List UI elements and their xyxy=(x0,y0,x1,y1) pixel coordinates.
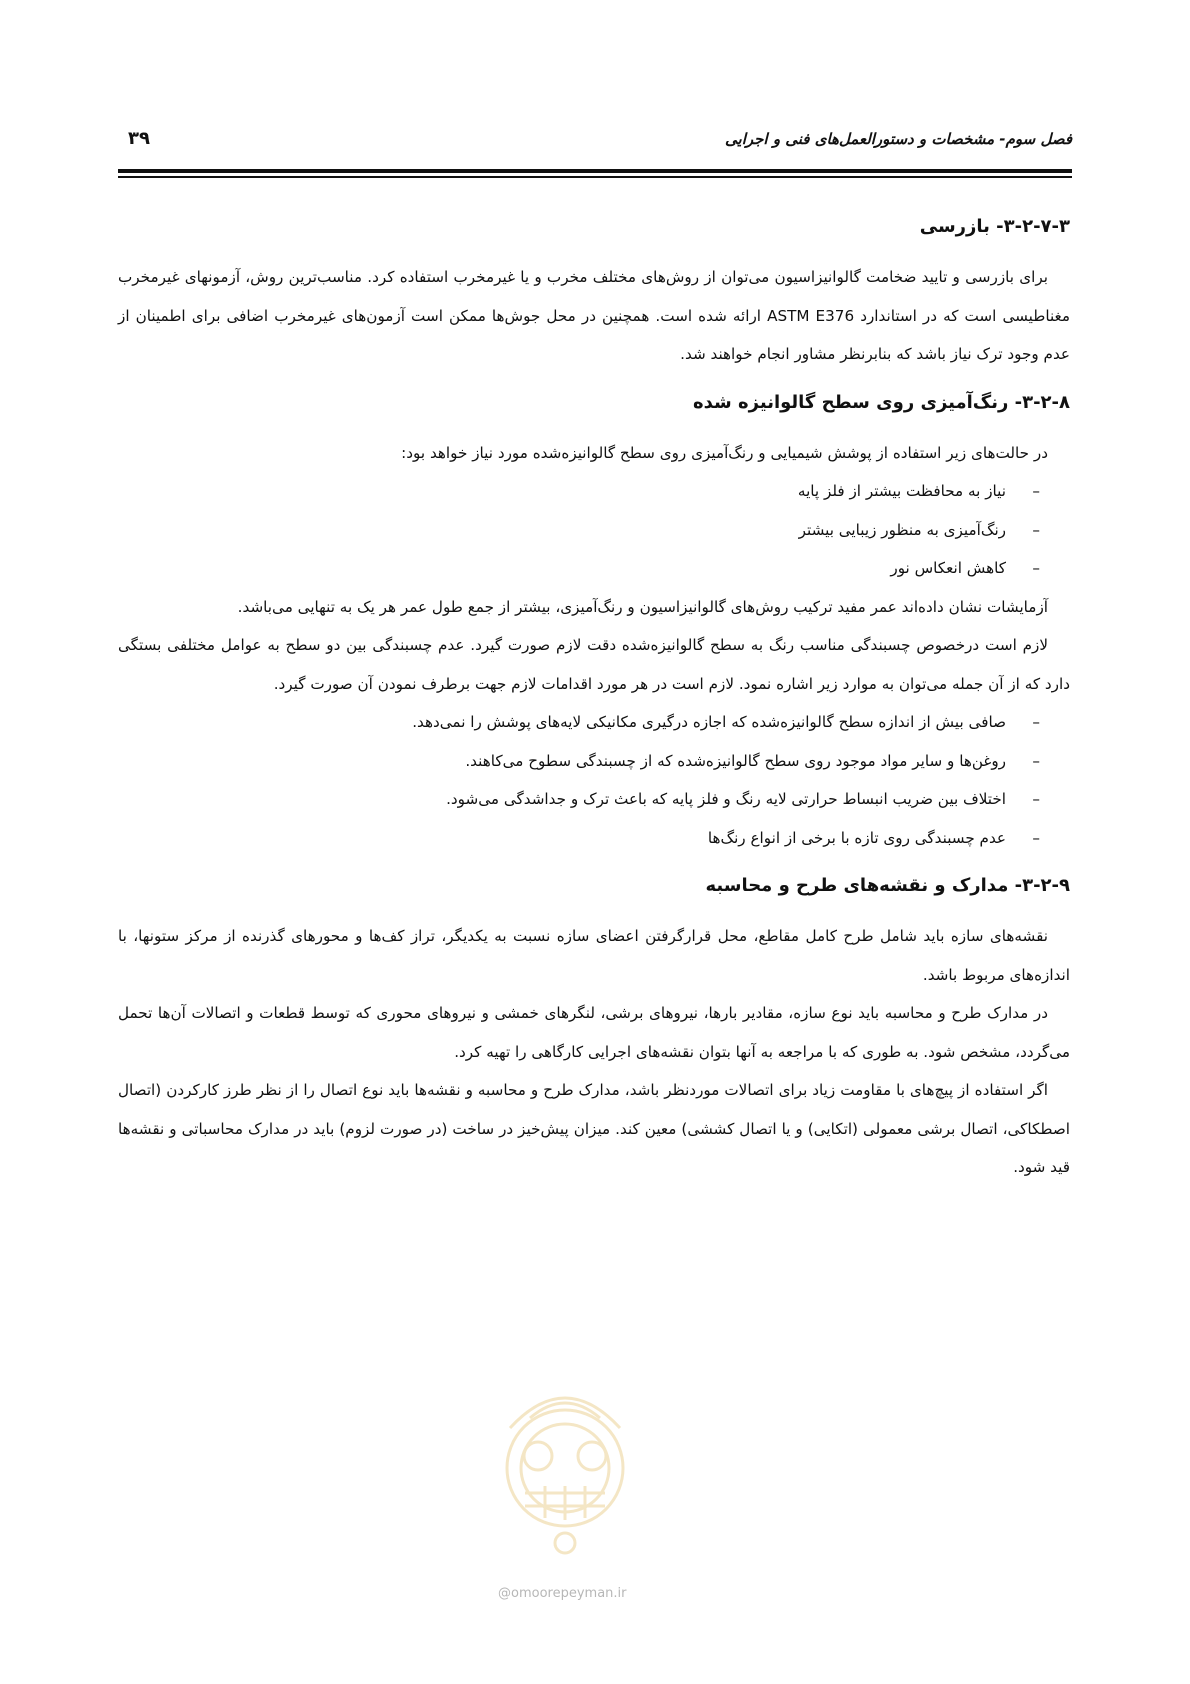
list-item-text: اختلاف بین ضریب انبساط حرارتی لایه رنگ و فلز پایه که باعث ترک و جداشدگی می‌شود. xyxy=(446,790,1006,808)
list-item xyxy=(118,511,1040,550)
list-item-text: کاهش انعکاس نور xyxy=(890,559,1006,577)
header-rule-thin xyxy=(118,176,1072,178)
list-item xyxy=(118,472,1040,511)
section-painting xyxy=(118,388,1070,858)
section-inspection xyxy=(118,212,1070,374)
paragraph: اگر استفاده از پیچ‌های با مقاومت زیاد برای اتصالات موردنظر باشد، مدارک طرح و محاسبه و نقشه‌ها باید نوع اتصال را از نظر طرز کارکردن (اتصال اصطکاکی، اتصال برشی معمولی (اتکایی) و یا اتصال کششی) معین کند. میزان پیش‌خیز در ساخت (در صورت لزوم) باید در مدارک محاسباتی و نقشه‌ها قید شود. xyxy=(118,1081,1070,1176)
list-item-text: روغن‌ها و سایر مواد موجود روی سطح گالوانیزه‌شده که از چسبندگی سطوح می‌کاهند. xyxy=(465,751,1006,770)
paragraph: در مدارک طرح و محاسبه باید نوع سازه، مقادیر بارها، نیروهای برشی، لنگرهای خمشی و نیروهای محوری که توسط قطعات و اتصالات آن‌ها تحمل می‌گردد، مشخص شود. به طوری که با مراجعه به آنها بتوان نقشه‌های اجرایی کارگاهی را تهیه کرد. xyxy=(118,1004,1070,1061)
list-item-text: صافی بیش از اندازه سطح گالوانیزه‌شده که اجازه درگیری مکانیکی لایه‌های پوشش را نمی‌دهد. xyxy=(412,713,1006,731)
section-heading: ۳-۲-۸- رنگ‌آمیزی روی سطح گالوانیزه شده xyxy=(693,391,1070,413)
dash-marker: – xyxy=(1032,828,1040,847)
dash-marker: – xyxy=(1032,713,1040,731)
bullet-list xyxy=(118,472,1070,588)
list-item-text: رنگ‌آمیزی به منظور زیبایی بیشتر xyxy=(798,520,1006,539)
list-item xyxy=(118,819,1040,858)
dash-marker: – xyxy=(1032,482,1040,500)
paragraph: برای بازرسی و تایید ضخامت گالوانیزاسیون می‌توان از روش‌های مختلف مخرب و یا غیرمخرب استفاده کرد. مناسب‌ترین روش، آزمونهای غیرمخرب مغناطیسی است که در استاندارد ASTM E376 ارائه شده است. همچنین در محل جوش‌ها ممکن است آزمون‌های غیرمخرب اضافی برای اطمینان از عدم وجود ترک نیاز باشد که بنابرنظر مشاور انجام خواهند شد. xyxy=(118,268,1070,363)
list-item xyxy=(118,742,1040,781)
paragraph: در حالت‌های زیر استفاده از پوشش شیمیایی و رنگ‌آمیزی روی سطح گالوانیزه‌شده مورد نیاز خواهد بود: xyxy=(401,443,1048,462)
dash-marker: – xyxy=(1032,559,1040,577)
paragraph: لازم است درخصوص چسبندگی مناسب رنگ به سطح گالوانیزه‌شده دقت لازم صورت گیرد. عدم چسبندگی بین دو سطح به عوامل مختلفی بستگی دارد که از آن جمله می‌توان به موارد زیر اشاره نمود. لازم است در هر مورد اقدامات لازم جهت برطرف نمودن آن صورت گیرد. xyxy=(118,636,1070,693)
watermark-text: @omoorepeyman.ir xyxy=(498,1586,627,1601)
chapter-title: فصل سوم- مشخصات و دستورالعمل‌های فنی و اجرایی xyxy=(725,130,1072,148)
dash-marker: – xyxy=(1032,790,1040,808)
paragraph: نقشه‌های سازه باید شامل طرح کامل مقاطع، محل قرارگرفتن اعضای سازه نسبت به یکدیگر، تراز کف‌ها و محورهای گذرنده از مرکز ستونها، با اندازه‌های مربوط باشد. xyxy=(118,927,1070,984)
page-number: ۳۹ xyxy=(128,128,150,149)
page-header xyxy=(118,118,1072,178)
list-item-text: عدم چسبندگی روی تازه با برخی از انواع رنگ‌ها xyxy=(707,828,1006,847)
list-item xyxy=(118,780,1040,819)
section-design-documents xyxy=(118,871,1070,1187)
dash-marker: – xyxy=(1032,751,1040,770)
gear-scales-seal-icon xyxy=(490,1358,640,1568)
section-heading: ۳-۲-۷-۳- بازرسی xyxy=(919,216,1070,237)
header-rule-thick xyxy=(118,169,1072,173)
dash-marker: – xyxy=(1032,520,1040,539)
section-heading: ۳-۲-۹- مدارک و نقشه‌های طرح و محاسبه xyxy=(705,875,1070,896)
list-item xyxy=(118,703,1040,742)
list-item-text: نیاز به محافظت بیشتر از فلز پایه xyxy=(797,482,1006,500)
bullet-list xyxy=(118,703,1070,857)
list-item xyxy=(118,549,1040,588)
paragraph: آزمایشات نشان داده‌اند عمر مفید ترکیب روش‌های گالوانیزاسیون و رنگ‌آمیزی، بیشتر از جمع طول عمر هر یک به تنهایی می‌باشد. xyxy=(237,597,1048,616)
page-content xyxy=(118,212,1070,1187)
